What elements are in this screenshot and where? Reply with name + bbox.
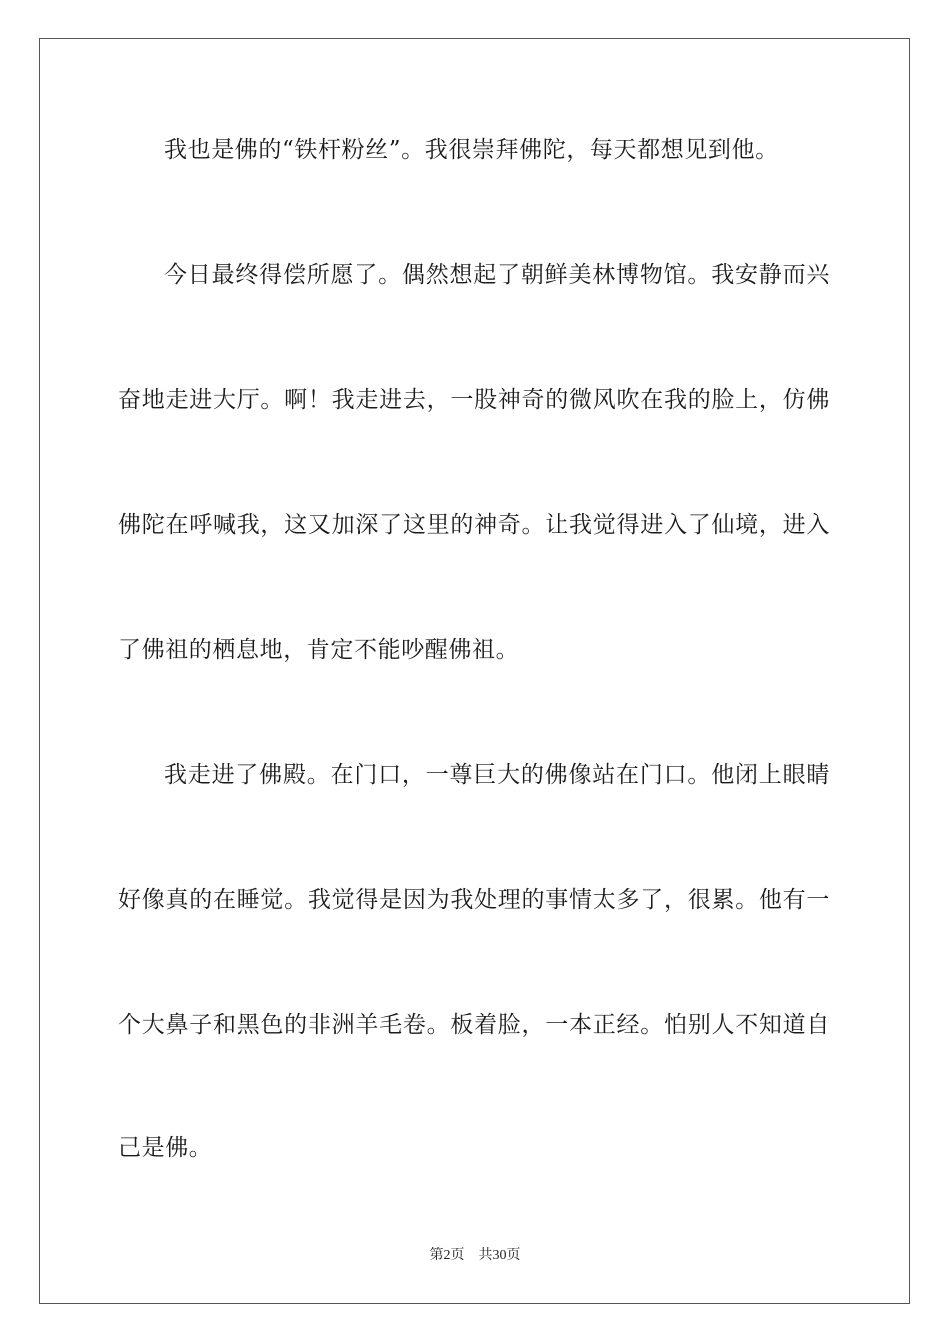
paragraph-2-line-1: 今日最终得偿所愿了。偶然想起了朝鲜美林博物馆。我安静而兴 xyxy=(164,262,830,288)
page-number-footer: 第2页 共30页 xyxy=(429,1248,521,1263)
paragraph-3-line-3: 个大鼻子和黑色的非洲羊毛卷。板着脸，一本正经。怕别人不知道自 xyxy=(118,1012,830,1038)
paragraph-2-line-3: 佛陀在呼喊我，这又加深了这里的神奇。让我觉得进入了仙境，进入 xyxy=(118,512,830,538)
paragraph-1-line-1: 我也是佛的“铁杆粉丝”。我很崇拜佛陀，每天都想见到他。 xyxy=(164,137,779,163)
page-border xyxy=(39,38,910,1304)
paragraph-3-line-1: 我走进了佛殿。在门口，一尊巨大的佛像站在门口。他闭上眼睛 xyxy=(164,762,830,788)
paragraph-2-line-2: 奋地走进大厅。啊！我走进去，一股神奇的微风吹在我的脸上，仿佛 xyxy=(118,387,830,413)
paragraph-3-line-4: 己是佛。 xyxy=(118,1135,213,1161)
paragraph-2-line-4: 了佛祖的栖息地，肯定不能吵醒佛祖。 xyxy=(118,637,520,663)
paragraph-3-line-2: 好像真的在睡觉。我觉得是因为我处理的事情太多了，很累。他有一 xyxy=(118,887,830,913)
